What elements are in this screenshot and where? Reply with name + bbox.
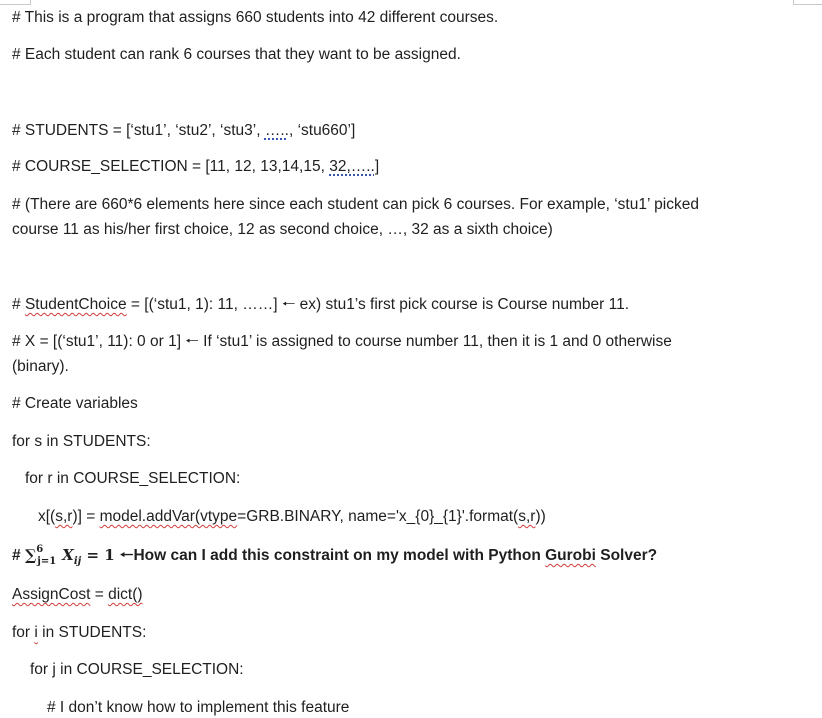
comment-line-explanation-2: course 11 as his/her first choice, 12 as second choice, …, 32 as a sixth choice)	[12, 221, 553, 238]
sum-lower-limit: j=1	[37, 556, 57, 567]
add-var-part-a: x[(	[38, 508, 56, 525]
students-ellipsis: …..	[264, 122, 289, 139]
sum-upper-limit: 6	[36, 544, 44, 555]
code-line-for-course-selection: for r in COURSE_SELECTION:	[25, 470, 241, 487]
code-line-for-students: for s in STUDENTS:	[12, 433, 151, 450]
page-corner-mark-left	[0, 0, 31, 5]
comment-line-not-implemented: # I don’t know how to implement this feature	[47, 699, 350, 716]
students-prefix: # STUDENTS = [‘stu1’, ‘stu2’, ‘stu3’,	[12, 122, 265, 139]
sum-limits	[36, 545, 62, 569]
comment-line-create-variables: # Create variables	[12, 395, 138, 412]
course-selection-prefix: # COURSE_SELECTION = [11, 12, 13,14,15,	[12, 158, 330, 175]
student-choice-rest: = [(‘stu1, 1): 11, ……] 🠐 ex) stu1’s first pick course is Course number 11.	[126, 296, 630, 313]
comment-line-x-definition-1: # X = [(‘stu1’, 11): 0 or 1] 🠐 If ‘stu1’ is assigned to course number 11, then it is 1 and 0 otherwise	[12, 333, 672, 350]
constraint-question-end: Solver?	[595, 547, 658, 564]
assign-cost-name: AssignCost	[12, 586, 91, 603]
add-var-format-args: s,r	[518, 508, 536, 525]
course-selection-suffix: ]	[374, 158, 380, 175]
course-selection-underlined: 32,…..	[329, 158, 375, 175]
constraint-question-text: How can I add this constraint on my model with Python	[133, 547, 546, 564]
add-var-index: s,r	[55, 508, 73, 525]
student-choice-name: StudentChoice	[24, 296, 127, 313]
comment-line-explanation-1: # (There are 660*6 elements here since each student can pick 6 courses. For example, ‘stu1’ picked	[12, 196, 699, 213]
constraint-question-line	[12, 545, 657, 572]
student-choice-hash: #	[12, 296, 25, 313]
comment-line-student-choice	[12, 295, 629, 315]
constraint-equals: = 1	[81, 546, 120, 564]
sum-symbol: ∑	[24, 546, 37, 564]
comment-line-program-description: # This is a program that assigns 660 students into 42 different courses.	[12, 9, 499, 26]
comment-line-x-definition-2: (binary).	[12, 358, 69, 375]
left-arrow-icon: 🠐	[119, 547, 134, 564]
gurobi-word: Gurobi	[545, 547, 596, 564]
assign-cost-dict: dict()	[108, 586, 143, 603]
comment-line-rank-courses: # Each student can rank 6 courses that they want to be assigned.	[12, 46, 461, 63]
add-var-part-c: )] =	[72, 508, 100, 525]
code-line-assign-cost	[12, 585, 143, 605]
students-suffix: , ‘stu660’]	[288, 122, 356, 139]
constraint-variable: X	[62, 546, 74, 564]
for-i-suffix: in STUDENTS:	[37, 624, 147, 641]
code-line-add-var	[38, 507, 546, 527]
add-var-part-g: ))	[535, 508, 546, 525]
assign-cost-equals: =	[90, 586, 109, 603]
constraint-hash: #	[12, 547, 25, 564]
page-corner-mark-right	[793, 0, 822, 5]
constraint-formula	[24, 544, 120, 567]
constraint-variable-subscript: ij	[73, 556, 82, 567]
code-line-for-i-students	[12, 623, 146, 643]
comment-line-students	[12, 121, 355, 141]
code-line-for-j-course-selection: for j in COURSE_SELECTION:	[30, 661, 244, 678]
add-var-call: model.addVar(vtype	[99, 508, 238, 525]
add-var-part-e: =GRB.BINARY, name='x_{0}_{1}'.format(	[237, 508, 519, 525]
for-i-prefix: for	[12, 624, 35, 641]
for-i-variable: i	[34, 624, 38, 641]
comment-line-course-selection	[12, 157, 379, 177]
